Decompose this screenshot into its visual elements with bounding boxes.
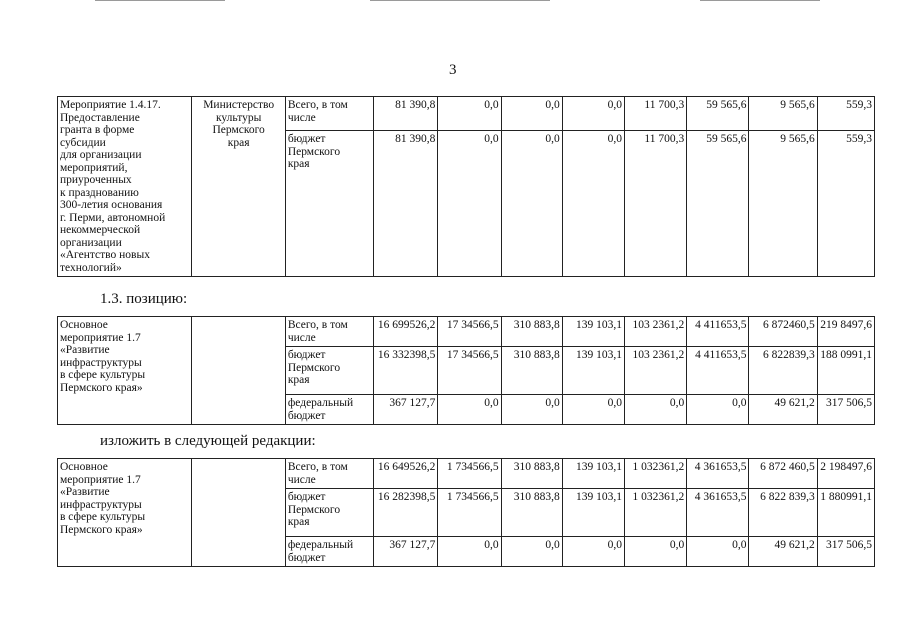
amount-cell: 367 127,7 [374, 395, 438, 425]
amount-cell: 0,0 [438, 97, 501, 131]
table-current-position [57, 316, 875, 425]
amount-cell: 1 032361,2 [625, 489, 687, 537]
amount-cell: 317 506,5 [817, 537, 874, 567]
table-row [58, 97, 875, 131]
scan-edge-line [370, 0, 550, 1]
amount-cell: 0,0 [501, 537, 562, 567]
amount-cell: 0,0 [625, 537, 687, 567]
amount-cell: 103 2361,2 [625, 317, 687, 347]
funding-source-cell: бюджет Пермского края [285, 489, 373, 537]
amount-cell: 317 506,5 [817, 395, 874, 425]
amount-cell: 0,0 [562, 395, 624, 425]
amount-cell: 0,0 [562, 97, 624, 131]
amount-cell: 4 411653,5 [687, 317, 749, 347]
amount-cell: 310 883,8 [501, 317, 562, 347]
amount-cell: 59 565,6 [687, 97, 749, 131]
amount-cell: 0,0 [501, 131, 562, 277]
amount-cell: 0,0 [625, 395, 687, 425]
event-name-cell: Мероприятие 1.4.17. Предоставление гранта в форме субсидии для организации мероприятий, приуроченных к празднованию 300-летия основания г. Перми, автономной некоммерческой организации «Агентство новых технологий» [58, 97, 192, 277]
amount-cell: 139 103,1 [562, 459, 624, 489]
amount-cell: 11 700,3 [625, 97, 687, 131]
table-row [58, 317, 875, 347]
amount-cell: 1 880991,1 [817, 489, 874, 537]
amount-cell: 559,3 [817, 97, 874, 131]
amount-cell: 0,0 [438, 395, 501, 425]
caption-new-edition: изложить в следующей редакции: [100, 433, 316, 449]
amount-cell: 4 361653,5 [687, 459, 749, 489]
amount-cell: 0,0 [501, 395, 562, 425]
amount-cell: 1 032361,2 [625, 459, 687, 489]
amount-cell: 219 8497,6 [817, 317, 874, 347]
event-name-cell: Основное мероприятие 1.7 «Развитие инфраструктуры в сфере культуры Пермского края» [58, 459, 192, 567]
amount-cell: 17 34566,5 [438, 317, 501, 347]
amount-cell: 188 0991,1 [817, 347, 874, 395]
amount-cell: 2 198497,6 [817, 459, 874, 489]
amount-cell: 139 103,1 [562, 489, 624, 537]
amount-cell: 0,0 [562, 537, 624, 567]
amount-cell: 310 883,8 [501, 489, 562, 537]
amount-cell: 4 411653,5 [687, 347, 749, 395]
amount-cell: 139 103,1 [562, 347, 624, 395]
amount-cell: 9 565,6 [749, 131, 817, 277]
amount-cell: 139 103,1 [562, 317, 624, 347]
amount-cell: 6 822 839,3 [749, 489, 817, 537]
funding-source-cell: федеральный бюджет [285, 395, 373, 425]
amount-cell: 11 700,3 [625, 131, 687, 277]
amount-cell: 0,0 [687, 395, 749, 425]
table-event-1-4-17 [57, 96, 875, 277]
amount-cell: 16 332398,5 [374, 347, 438, 395]
amount-cell: 6 872 460,5 [749, 459, 817, 489]
amount-cell: 0,0 [687, 537, 749, 567]
amount-cell: 16 282398,5 [374, 489, 438, 537]
scan-edge-line [95, 0, 225, 1]
table-new-edition [57, 458, 875, 567]
caption-position: 1.3. позицию: [100, 291, 188, 307]
amount-cell: 16 699526,2 [374, 317, 438, 347]
page-number: 3 [449, 62, 457, 78]
executor-cell [192, 459, 285, 567]
amount-cell: 310 883,8 [501, 459, 562, 489]
amount-cell: 367 127,7 [374, 537, 438, 567]
amount-cell: 6 872460,5 [749, 317, 817, 347]
amount-cell: 559,3 [817, 131, 874, 277]
amount-cell: 103 2361,2 [625, 347, 687, 395]
funding-source-cell: Всего, в том числе [285, 459, 373, 489]
amount-cell: 49 621,2 [749, 537, 817, 567]
amount-cell: 0,0 [438, 131, 501, 277]
funding-source-cell: Всего, в том числе [285, 97, 373, 131]
amount-cell: 0,0 [562, 131, 624, 277]
amount-cell: 59 565,6 [687, 131, 749, 277]
amount-cell: 310 883,8 [501, 347, 562, 395]
amount-cell: 17 34566,5 [438, 347, 501, 395]
amount-cell: 9 565,6 [749, 97, 817, 131]
funding-source-cell: бюджет Пермского края [285, 131, 373, 277]
amount-cell: 0,0 [501, 97, 562, 131]
amount-cell: 4 361653,5 [687, 489, 749, 537]
scan-edge-line [700, 0, 820, 1]
amount-cell: 1 734566,5 [438, 489, 501, 537]
funding-source-cell: бюджет Пермского края [285, 347, 373, 395]
executor-cell: Министерство культуры Пермского края [192, 97, 285, 277]
amount-cell: 0,0 [438, 537, 501, 567]
amount-cell: 1 734566,5 [438, 459, 501, 489]
amount-cell: 49 621,2 [749, 395, 817, 425]
amount-cell: 81 390,8 [374, 97, 438, 131]
funding-source-cell: федеральный бюджет [285, 537, 373, 567]
funding-source-cell: Всего, в том числе [285, 317, 373, 347]
executor-cell [192, 317, 285, 425]
amount-cell: 16 649526,2 [374, 459, 438, 489]
table-row [58, 459, 875, 489]
event-name-cell: Основное мероприятие 1.7 «Развитие инфраструктуры в сфере культуры Пермского края» [58, 317, 192, 425]
amount-cell: 81 390,8 [374, 131, 438, 277]
amount-cell: 6 822839,3 [749, 347, 817, 395]
